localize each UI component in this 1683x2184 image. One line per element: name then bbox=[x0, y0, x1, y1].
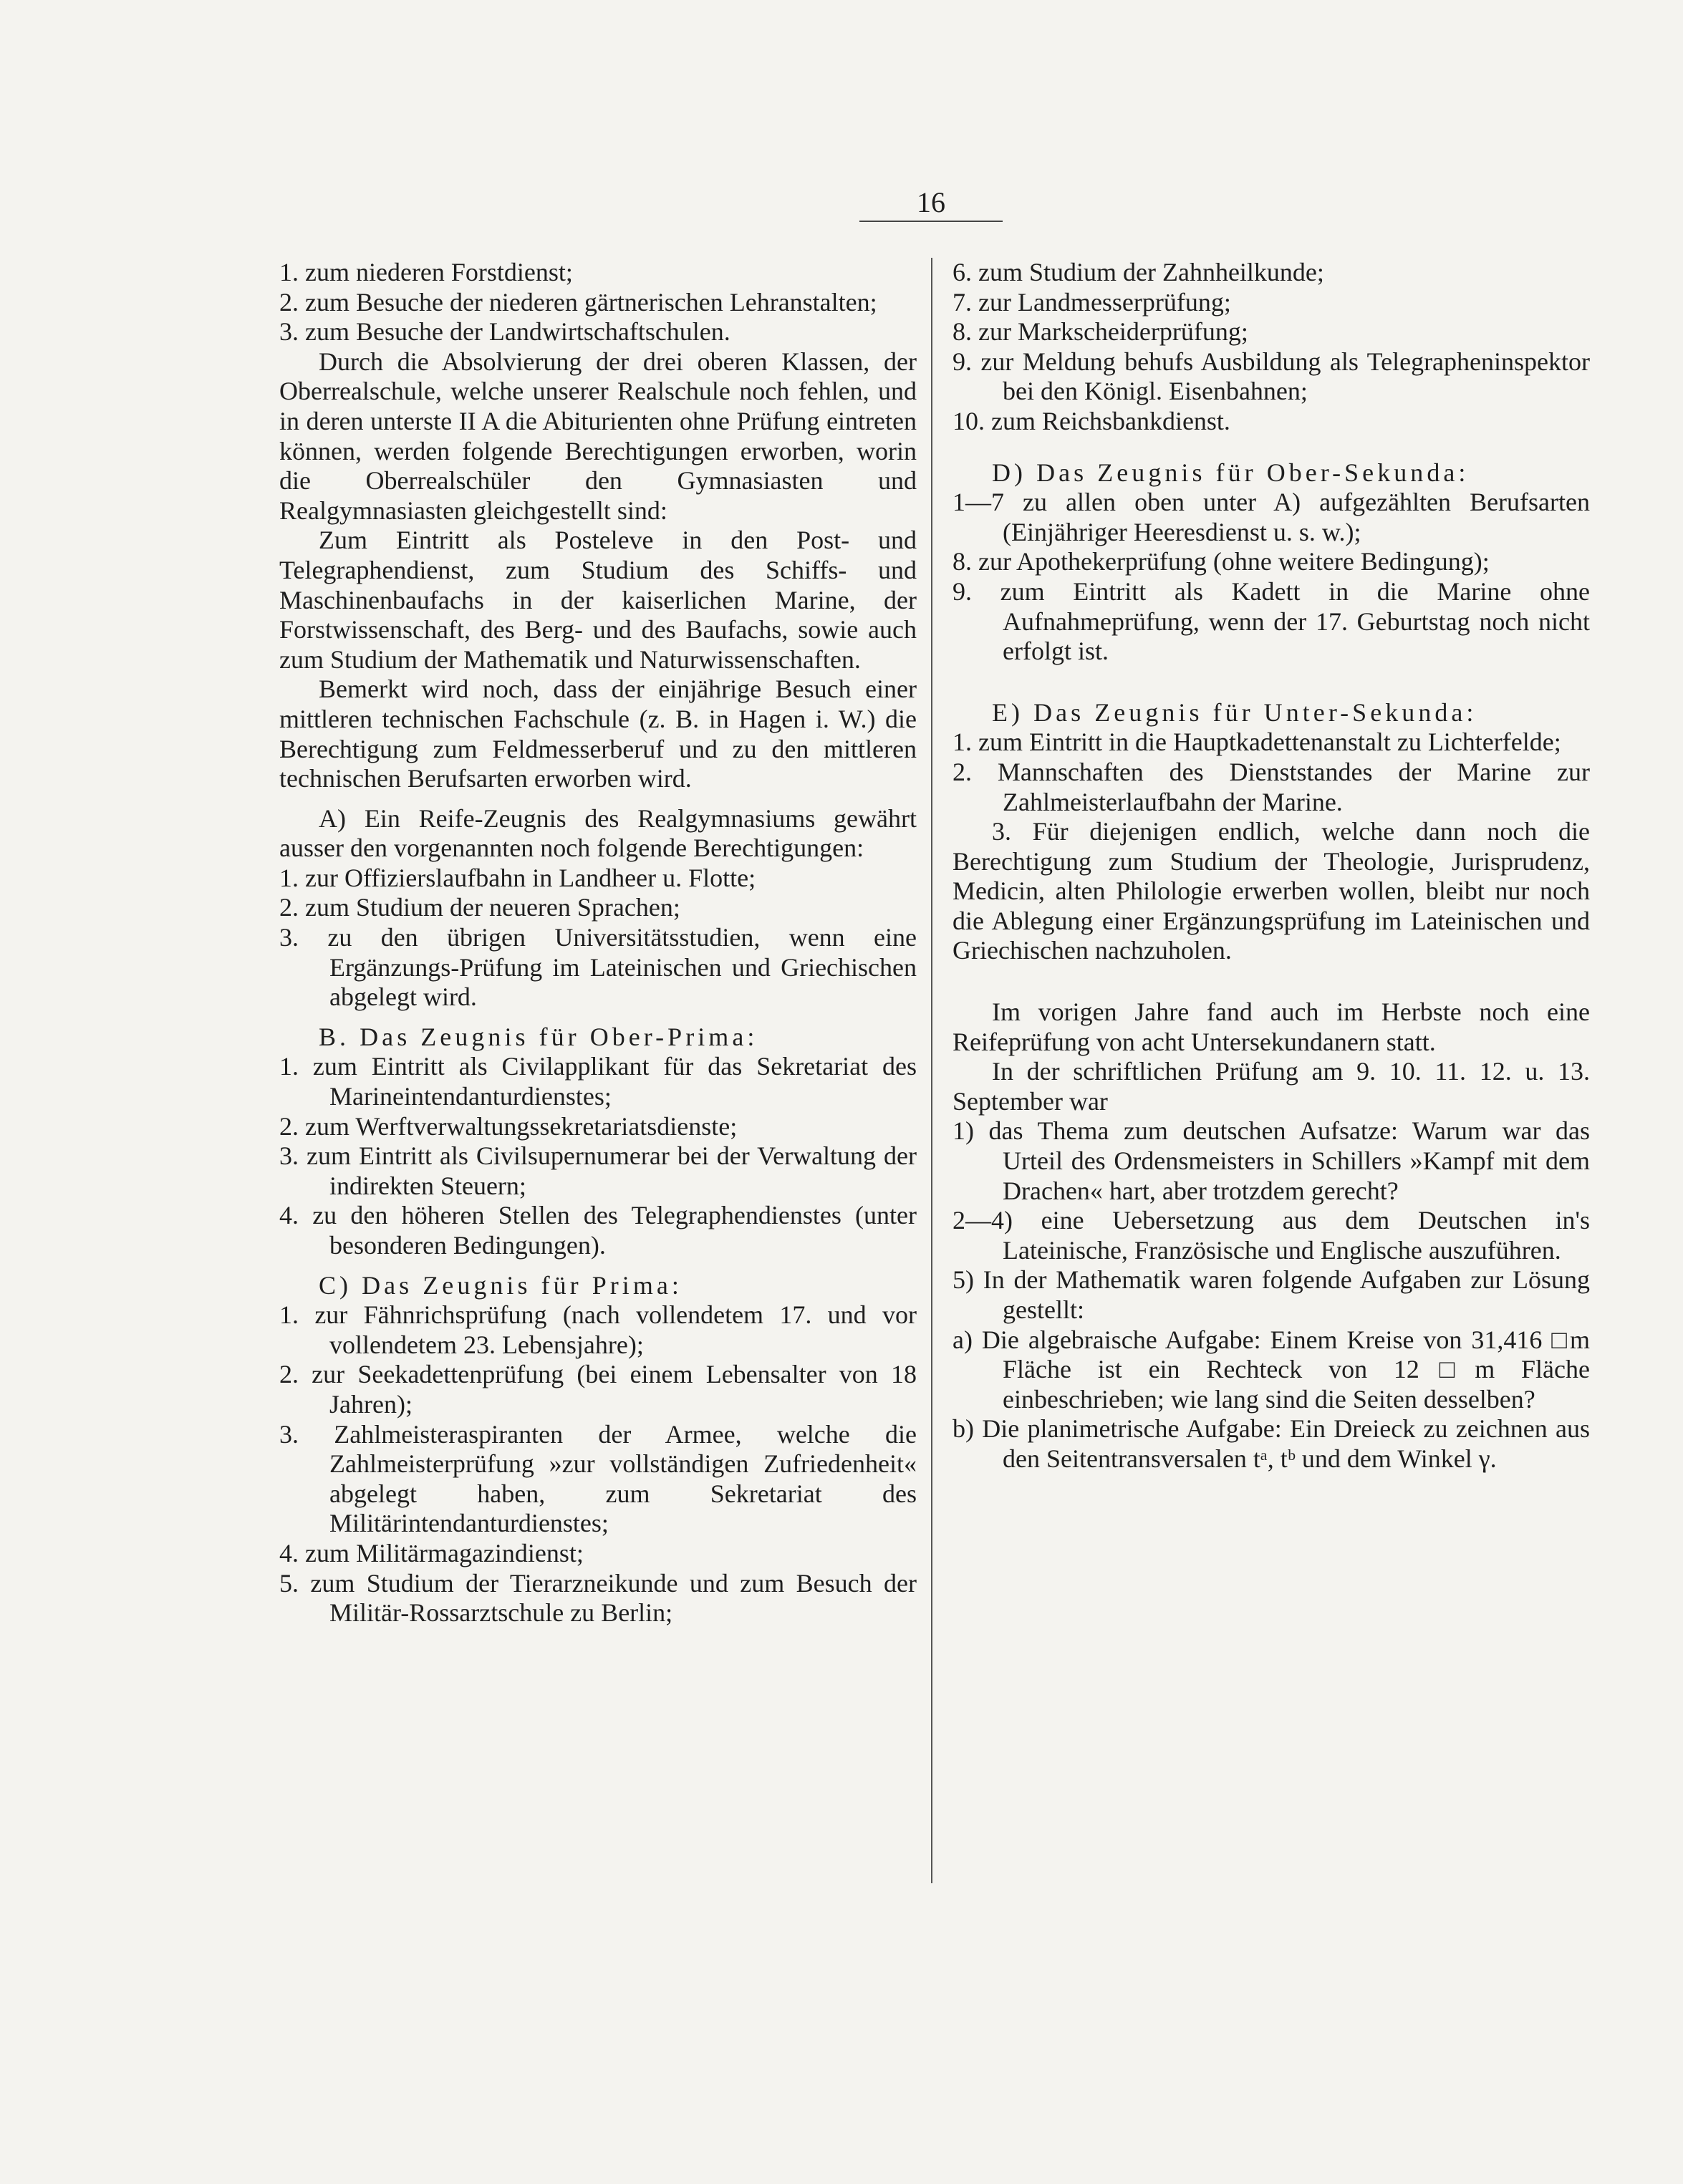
exam-task: 2—4) eine Uebersetzung aus dem Deutschen in's Lateinische, Französische und Englische auszuführen. bbox=[953, 1206, 1590, 1265]
list-item: 3. zum Besuche der Landwirtschaftschulen. bbox=[279, 317, 730, 347]
section-heading-e: E) Das Zeugnis für Unter-Sekunda: bbox=[992, 697, 1477, 727]
list-item: 4. zu den höheren Stellen des Telegraphendienstes (unter besonderen Bedingungen). bbox=[279, 1201, 917, 1260]
right-column bbox=[953, 258, 1590, 1474]
exam-task: 1) das Thema zum deutschen Aufsatze: Warum war das Urteil des Ordensmeisters in Schillers »Kampf mit dem Drachen« hart, aber trotzdem gerecht? bbox=[953, 1116, 1590, 1205]
page-number: 16 bbox=[917, 186, 945, 218]
list-item: 1. zur Fähnrichsprüfung (nach vollendetem 17. und vor vollendetem 23. Lebensjahre); bbox=[279, 1300, 917, 1359]
paragraph-ergaenzung: 3. Für diejenigen endlich, welche dann noch die Berechtigung zum Studium der Theologie, Jurisprudenz, Medicin, alten Philologie erwerben wollen, bleibt nur noch die Ablegung einer Ergänzungsprüfung im Lateinischen und Griechischen nachzuholen. bbox=[953, 817, 1590, 965]
section-heading-a: A) Ein Reife-Zeugnis des Realgymnasiums gewährt ausser den vorgenannten noch folgende Berechtigungen: bbox=[279, 803, 917, 863]
list-item: 2. zur Seekadettenprüfung (bei einem Lebensalter von 18 Jahren); bbox=[279, 1360, 917, 1419]
exam-task: b) Die planimetrische Aufgabe: Ein Dreieck zu zeichnen aus den Seitentransversalen tᵃ, tᵇ und dem Winkel γ. bbox=[953, 1414, 1590, 1473]
list-item: 1. zum niederen Forstdienst; bbox=[279, 258, 573, 286]
list-item: 4. zum Militärmagazindienst; bbox=[279, 1538, 584, 1567]
section-heading-c: C) Das Zeugnis für Prima: bbox=[319, 1270, 683, 1300]
list-item: 3. zum Eintritt als Civilsupernumerar bei der Verwaltung der indirekten Steuern; bbox=[279, 1141, 917, 1200]
list-item: 1—7 zu allen oben unter A) aufgezählten Berufsarten (Einjähriger Heeresdienst u. s. w.); bbox=[953, 488, 1590, 546]
list-item: 2. zum Werftverwaltungssekretariatsdienste; bbox=[279, 1111, 738, 1141]
paragraph-bemerkt: Bemerkt wird noch, dass der einjährige Besuch einer mittleren technischen Fachschule (z. B. in Hagen i. W.) die Berechtigung zum Feldmesserberuf und zu den mittleren technischen Berufsarten erworben wird. bbox=[279, 675, 917, 793]
section-heading-d: D) Das Zeugnis für Ober-Sekunda: bbox=[992, 458, 1470, 487]
paragraph-eintritt: Zum Eintritt als Posteleve in den Post- und Telegraphendienst, zum Studium des Schiffs- und Maschinenbaufachs in der kaiserlichen Marine, der Forstwissenschaft, des Berg- und des Baufachs, sowie auch zum Studium der Mathematik und Naturwissenschaften. bbox=[279, 526, 917, 674]
exam-task: a) Die algebraische Aufgabe: Einem Kreise von 31,416 □m Fläche ist ein Rechteck von 12□m Fläche einbeschrieben; wie lang sind die Seiten desselben? bbox=[953, 1325, 1590, 1414]
list-item: 1. zum Eintritt als Civilapplikant für das Sekretariat des Marineintendanturdienstes; bbox=[279, 1052, 917, 1111]
left-column bbox=[279, 258, 917, 1628]
column-divider bbox=[931, 258, 932, 1883]
list-item: 8. zur Markscheiderprüfung; bbox=[953, 317, 1248, 347]
list-item: 3. Zahlmeisteraspiranten der Armee, welche die Zahlmeisterprüfung »zur vollständigen Zufriedenheit« abgelegt haben, zum Sekretariat des Militärintendanturdienstes; bbox=[279, 1419, 917, 1538]
list-item: 10. zum Reichsbankdienst. bbox=[953, 406, 1230, 435]
list-item: 2. Mannschaften des Dienststandes der Marine zur Zahlmeisterlaufbahn der Marine. bbox=[953, 757, 1590, 816]
list-item: 1. zur Offizierslaufbahn in Landheer u. Flotte; bbox=[279, 863, 756, 892]
list-item: 6. zum Studium der Zahnheilkunde; bbox=[953, 258, 1324, 286]
section-heading-b: B. Das Zeugnis für Ober-Prima: bbox=[319, 1022, 758, 1051]
exam-task: 5) In der Mathematik waren folgende Aufgaben zur Lösung gestellt: bbox=[953, 1265, 1590, 1324]
list-item: 9. zum Eintritt als Kadett in die Marine ohne Aufnahmeprüfung, wenn der 17. Geburtstag noch nicht erfolgt ist. bbox=[953, 576, 1590, 666]
paragraph-herbst: Im vorigen Jahre fand auch im Herbste noch eine Reifeprüfung von acht Untersekundanern statt. bbox=[953, 997, 1590, 1056]
list-item: 9. zur Meldung behufs Ausbildung als Telegrapheninspektor bei den Königl. Eisenbahnen; bbox=[953, 347, 1590, 406]
list-item: 2. zum Besuche der niederen gärtnerischen Lehranstalten; bbox=[279, 287, 877, 317]
paragraph-absolvierung: Durch die Absolvierung der drei oberen Klassen, der Oberrealschule, welche unserer Realschule noch fehlen, und in deren unterste II A die Abiturienten ohne Prüfung eintreten können, werden folgende Berechtigungen erworben, worin die Oberrealschüler den Gymnasiasten und Realgymnasiasten gleichgestellt sind: bbox=[279, 347, 917, 525]
list-item: 8. zur Apothekerprüfung (ohne weitere Bedingung); bbox=[953, 547, 1490, 576]
list-item: 2. zum Studium der neueren Sprachen; bbox=[279, 893, 680, 922]
paragraph-schriftlich: In der schriftlichen Prüfung am 9. 10. 11. 12. u. 13. September war bbox=[953, 1057, 1590, 1116]
list-item: 3. zu den übrigen Universitätsstudien, wenn eine Ergänzungs-Prüfung im Lateinischen und Griechischen abgelegt wird. bbox=[279, 923, 917, 1012]
list-item: 1. zum Eintritt in die Hauptkadettenanstalt zu Lichterfelde; bbox=[953, 728, 1561, 757]
list-item: 5. zum Studium der Tierarzneikunde und zum Besuch der Militär-Rossarztschule zu Berlin; bbox=[279, 1568, 917, 1628]
list-item: 7. zur Landmesserprüfung; bbox=[953, 287, 1231, 317]
page-number-rule bbox=[859, 221, 1003, 222]
